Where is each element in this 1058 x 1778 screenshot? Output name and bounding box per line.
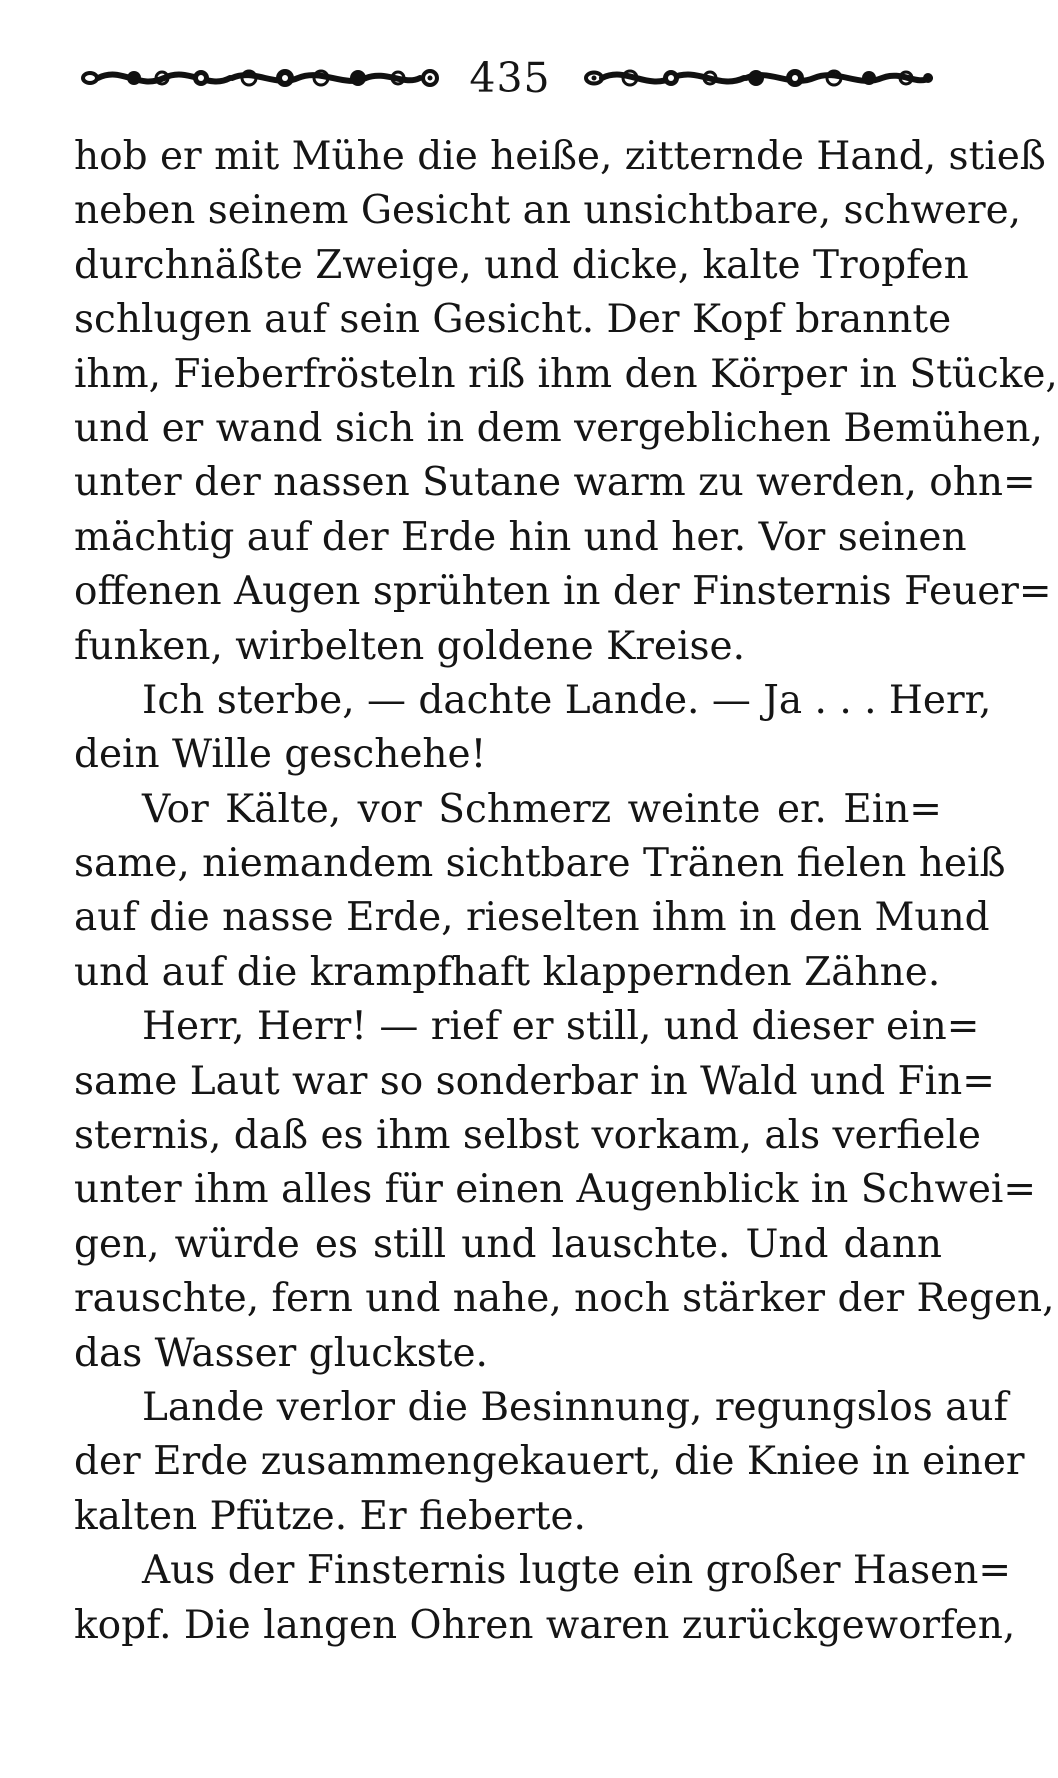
text-line: kalten Pfütze. Er fieberte. xyxy=(74,1493,586,1539)
paragraph-start-line: Herr, Herr! — rief er still, und dieser ein= xyxy=(142,1004,980,1050)
text-line: der Erde zusammengekauert, die Kniee in einer xyxy=(74,1439,1025,1485)
text-line: ihm, Fieberfrösteln riß ihm den Körper in Stücke, xyxy=(74,351,1058,397)
left-ornament-icon xyxy=(80,61,440,95)
text-line: gen, würde es still und lauschte. Und dann xyxy=(74,1221,942,1267)
paragraph-start-line: Vor Kälte, vor Schmerz weinte er. Ein= xyxy=(142,786,942,832)
text-line: offenen Augen sprühten in der Finsternis Feuer= xyxy=(74,569,1052,615)
right-ornament-icon xyxy=(580,61,940,95)
text-line: sternis, daß es ihm selbst vorkam, als verfiele xyxy=(74,1113,981,1159)
text-line: schlugen auf sein Gesicht. Der Kopf brannte xyxy=(74,297,952,343)
text-line: mächtig auf der Erde hin und her. Vor seinen xyxy=(74,514,967,560)
text-line: hob er mit Mühe die heiße, zitternde Hand, stieß xyxy=(74,134,1046,179)
text-line: das Wasser gluckste. xyxy=(74,1330,488,1376)
text-line: same Laut war so sonderbar in Wald und Fin= xyxy=(74,1058,995,1104)
page-number: 435 xyxy=(469,53,551,102)
paragraph-start-line: Lande verlor die Besinnung, regungslos auf xyxy=(142,1384,1008,1430)
text-line: same, niemandem sichtbare Tränen fielen heiß xyxy=(74,841,1006,887)
page-header xyxy=(80,48,940,108)
paragraph-start-line: Ich sterbe, — dachte Lande. — Ja . . . Herr, xyxy=(142,677,992,723)
text-line: funken, wirbelten goldene Kreise. xyxy=(74,623,745,669)
text-line: durchnäßte Zweige, und dicke, kalte Tropfen xyxy=(74,242,969,288)
paragraph-start-line: Aus der Finsternis lugte ein großer Hasen= xyxy=(142,1548,1012,1594)
page-body-text xyxy=(74,130,1058,1653)
text-line: unter ihm alles für einen Augenblick in Schwei= xyxy=(74,1167,1037,1213)
text-line: dein Wille geschehe! xyxy=(74,732,487,778)
text-line: auf die nasse Erde, rieselten ihm in den Mund xyxy=(74,895,990,941)
text-line: rauschte, fern und nahe, noch stärker der Regen, xyxy=(74,1276,1055,1322)
text-line: kopf. Die langen Ohren waren zurückgeworfen, xyxy=(74,1602,1016,1648)
text-line: und auf die krampfhaft klappernden Zähne. xyxy=(74,949,941,995)
text-line: und er wand sich in dem vergeblichen Bemühen, xyxy=(74,405,1043,451)
text-line: neben seinem Gesicht an unsichtbare, schwere, xyxy=(74,188,1022,234)
text-line: unter der nassen Sutane warm zu werden, ohn= xyxy=(74,460,1036,506)
